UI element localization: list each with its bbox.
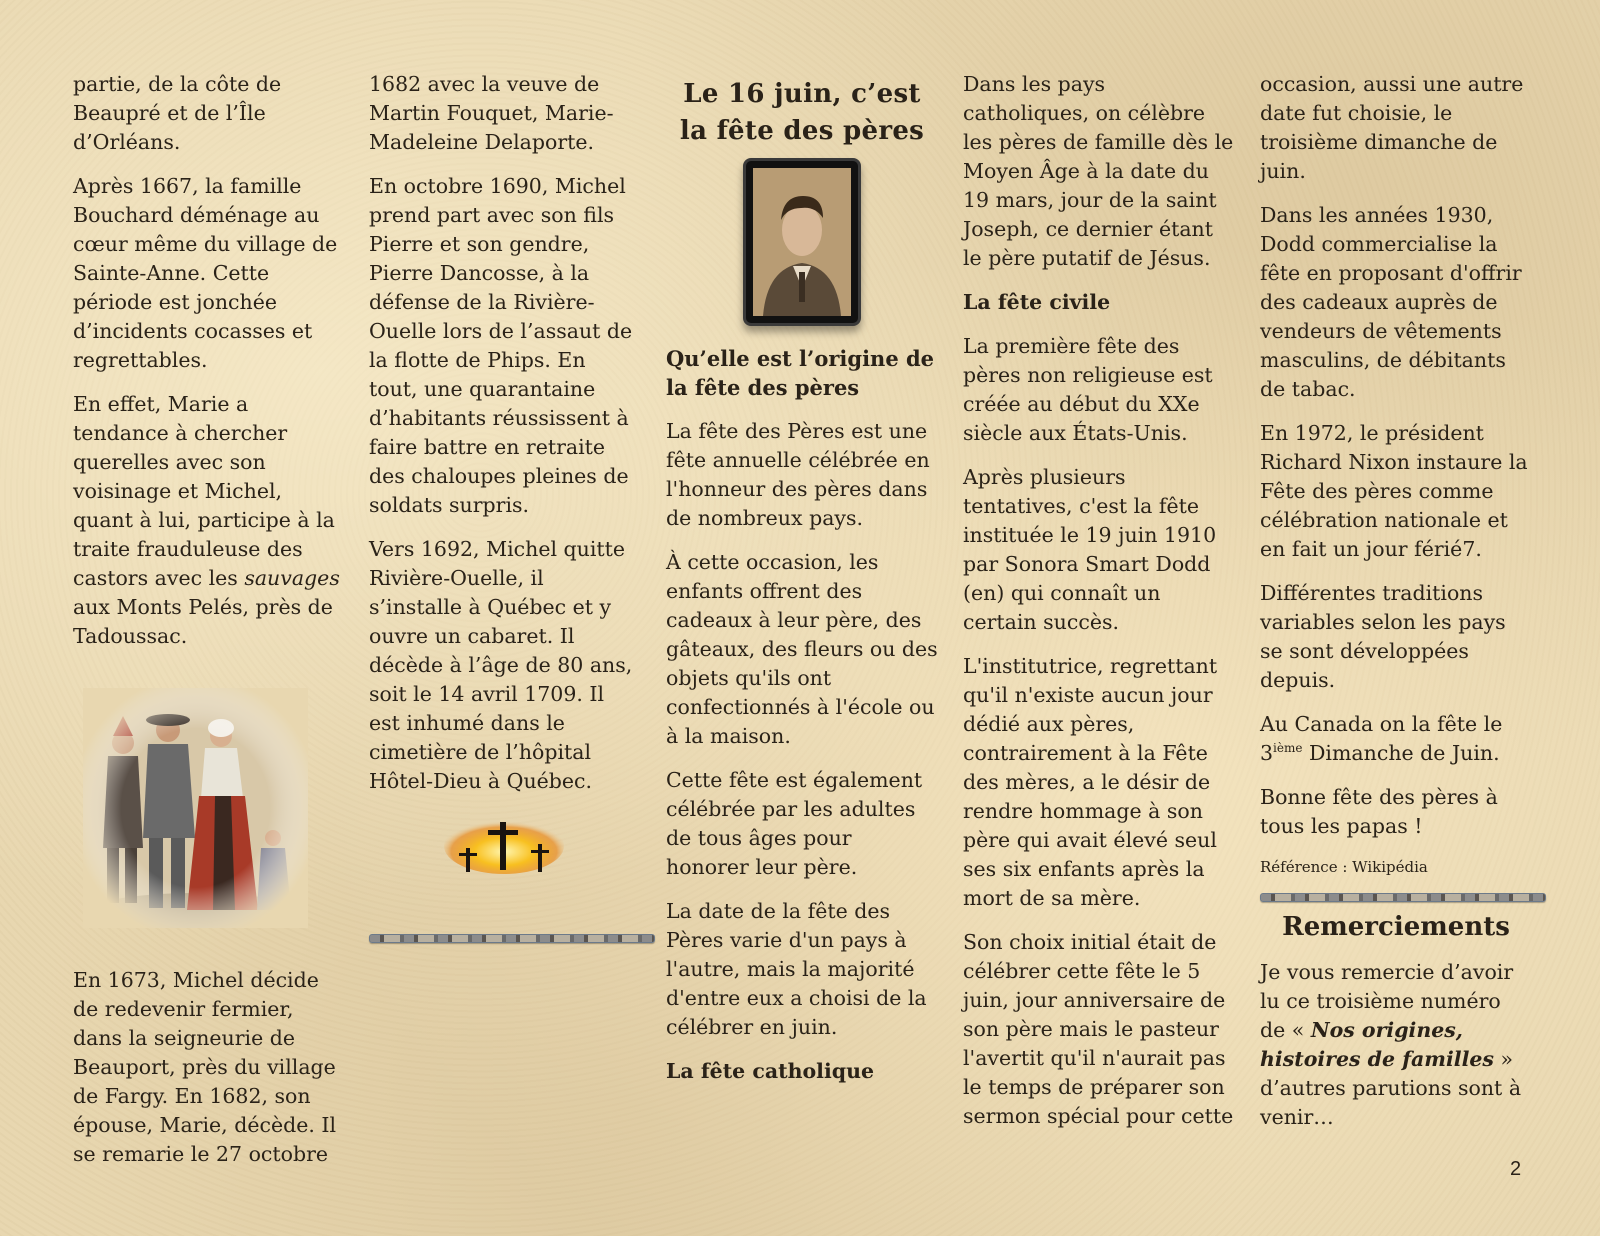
paragraph: En 1673, Michel décide de redevenir fermier, dans la seigneurie de Beauport, près du village de Fargy. En 1682, son épouse, Marie, décède. Il se remarie le 27 octobre (73, 968, 337, 1166)
paragraph: En effet, Marie a tendance à chercher querelles avec son voisinage et Michel, quant à lui, participe à la traite frauduleuse des castors avec les sauvages aux Monts Pelés, près de Tadoussac. (73, 392, 340, 648)
thanks-heading: Remerciements (1282, 912, 1510, 942)
paragraph: Après plusieurs tentatives, c'est la fête instituée le 19 juin 1910 par Sonora Smart Dodd (en) qui connaît un certain succès. (963, 465, 1217, 634)
settlers-illustration (83, 688, 308, 928)
column-1 (73, 70, 345, 1184)
paragraph: En 1972, le président Richard Nixon instaure la Fête des pères comme célébration nationale et en fait un jour férié7. (1260, 421, 1528, 561)
paragraph: Au Canada on la fête le 3ième Dimanche de Juin. (1260, 712, 1503, 765)
section-divider (369, 934, 655, 943)
paragraph: partie, de la côte de Beaupré et de l’Île d’Orléans. (73, 72, 282, 154)
paragraph: Dans les années 1930, Dodd commercialise la fête en proposant d'offrir des cadeaux auprès de vendeurs de vêtements masculins, de débitants de tabac. (1260, 203, 1522, 401)
page-number: 2 (1510, 1158, 1522, 1180)
section-heading: La fête catholique (666, 1059, 875, 1083)
column-3 (666, 70, 938, 1101)
paragraph: Après 1667, la famille Bouchard déménage au cœur même du village de Sainte-Anne. Cette période est jonchée d’incidents cocasses et regrettables. (73, 174, 338, 372)
paragraph: Dans les pays catholiques, on célèbre les pères de famille dès le Moyen Âge à la date du 19 mars, jour de la saint Joseph, ce dernier étant le père putatif de Jésus. (963, 72, 1234, 270)
emphasis: sauvages (244, 566, 340, 590)
superscript: ième (1273, 741, 1303, 756)
paragraph: À cette occasion, les enfants offrent des cadeaux à leur père, des gâteaux, des fleurs ou des objets qu'ils ont confectionnés à l'école ou à la maison. (666, 550, 938, 748)
paragraph: L'institutrice, regrettant qu'il n'existe aucun jour dédié aux pères, contrairement à la Fête des mères, a le désir de rendre hommage à son père qui avait élevé seul ses six enfants après la mort de sa mère. (963, 654, 1218, 910)
column-5 (1260, 70, 1532, 1147)
paragraph: La date de la fête des Pères varie d'un pays à l'autre, mais la majorité d'entre eux a choisi de la célébrer en juin. (666, 899, 927, 1039)
father-portrait-photo (743, 158, 861, 326)
paragraph: Je vous remercie d’avoir lu ce troisième numéro de « Nos origines, histoires de familles » d’autres parutions sont à venir… (1260, 960, 1522, 1129)
portrait-image (753, 168, 851, 316)
paragraph: occasion, aussi une autre date fut choisie, le troisième dimanche de juin. (1260, 72, 1524, 183)
paragraph: Bonne fête des pères à tous les papas ! (1260, 785, 1498, 838)
paragraph: La fête des Pères est une fête annuelle célébrée en l'honneur des pères dans de nombreux pays. (666, 419, 930, 530)
reference-note: Référence : Wikipédia (1260, 858, 1428, 876)
paragraph: 1682 avec la veuve de Martin Fouquet, Marie-Madeleine Delaporte. (369, 72, 614, 154)
paragraph: Vers 1692, Michel quitte Rivière-Ouelle, il s’installe à Québec et y ouvre un cabaret. Il décède à l’âge de 80 ans, soit le 14 avril 1709. Il est inhumé dans le cimetière de l’hôpital Hôtel-Dieu à Québec. (369, 537, 633, 793)
paragraph: Différentes traditions variables selon les pays se sont développées depuis. (1260, 581, 1506, 692)
section-divider (1260, 893, 1546, 902)
article-title: Le 16 juin, c’est la fête des pères (679, 79, 925, 146)
paragraph: En octobre 1690, Michel prend part avec son fils Pierre et son gendre, Pierre Dancosse, à la défense de la Rivière-Ouelle lors de l’assaut de la flotte de Phips. En tout, une quarantaine d’habitants réussissent à faire battre en retraite des chaloupes pleines de soldats surpris. (369, 174, 633, 517)
paragraph: Cette fête est également célébrée par les adultes de tous âges pour honorer leur père. (666, 768, 923, 879)
crosses-sunset-image (444, 814, 564, 874)
paragraph: La première fête des pères non religieuse est créée au début du XXe siècle aux États-Unis. (963, 334, 1213, 445)
paragraph: Son choix initial était de célébrer cette fête le 5 juin, jour anniversaire de son père mais le pasteur l'avertit qu'il n'aurait pas le temps de préparer son sermon spécial pour cette (963, 930, 1234, 1128)
newsletter-title: Nos origines, histoires de familles (1260, 1018, 1494, 1071)
column-2 (369, 70, 639, 943)
section-heading: La fête civile (963, 290, 1111, 314)
column-4 (963, 70, 1235, 1146)
section-subtitle: Qu’elle est l’origine de la fête des pères (666, 346, 935, 400)
